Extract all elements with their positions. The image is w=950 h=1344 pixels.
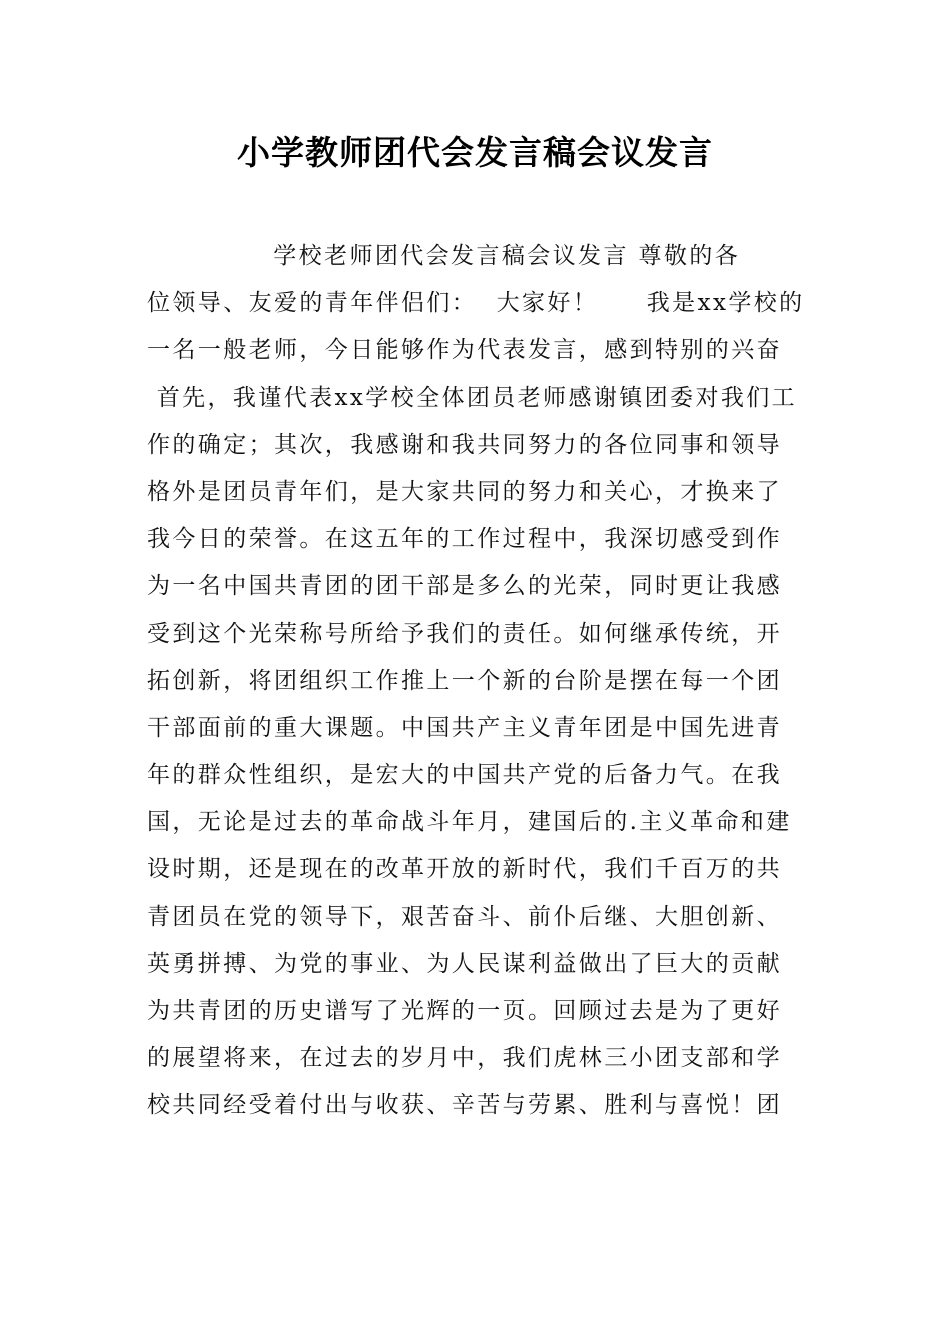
body-line: 格外是团员青年们，是大家共同的努力和关心，才换来了: [147, 478, 782, 505]
body-line: 国，无论是过去的革命战斗年月，建国后的.主义革命和建: [147, 809, 792, 836]
document-body: [147, 233, 807, 1130]
body-line: 位领导、友爱的青年伴侣们： 大家好！ 我是xx学校的: [147, 290, 805, 317]
body-line: 青团员在党的领导下，艰苦奋斗、前仆后继、大胆创新、: [147, 903, 782, 930]
body-line: 拓创新，将团组织工作推上一个新的台阶是摆在每一个团: [147, 667, 782, 694]
body-line: 设时期，还是现在的改革开放的新时代，我们千百万的共: [147, 856, 782, 883]
body-line: 校共同经受着付出与收获、辛苦与劳累、胜利与喜悦！团: [147, 1092, 782, 1119]
body-line: 受到这个光荣称号所给予我们的责任。如何继承传统，开: [147, 620, 782, 647]
body-line: 英勇拼搏、为党的事业、为人民谋利益做出了巨大的贡献: [147, 950, 782, 977]
body-line: 作的确定；其次，我感谢和我共同努力的各位同事和领导: [147, 431, 782, 458]
body-line: 学校老师团代会发言稿会议发言 尊敬的各: [147, 243, 741, 269]
body-line: 干部面前的重大课题。中国共产主义青年团是中国先进青: [147, 714, 782, 741]
body-line: 的展望将来，在过去的岁月中，我们虎林三小团支部和学: [147, 1045, 782, 1072]
body-line: 为共青团的历史谱写了光辉的一页。回顾过去是为了更好: [147, 998, 782, 1024]
body-line: 年的群众性组织，是宏大的中国共产党的后备力气。在我: [147, 762, 782, 789]
body-line: 我今日的荣誉。在这五年的工作过程中，我深切感受到作: [147, 526, 782, 553]
body-line: 一名一般老师，今日能够作为代表发言，感到特别的兴奋: [147, 337, 782, 364]
document-title: 小学教师团代会发言稿会议发言: [237, 133, 713, 172]
body-line: 为一名中国共青团的团干部是多么的光荣，同时更让我感: [147, 573, 782, 600]
body-line: 首先，我谨代表xx学校全体团员老师感谢镇团委对我们工: [147, 384, 798, 411]
